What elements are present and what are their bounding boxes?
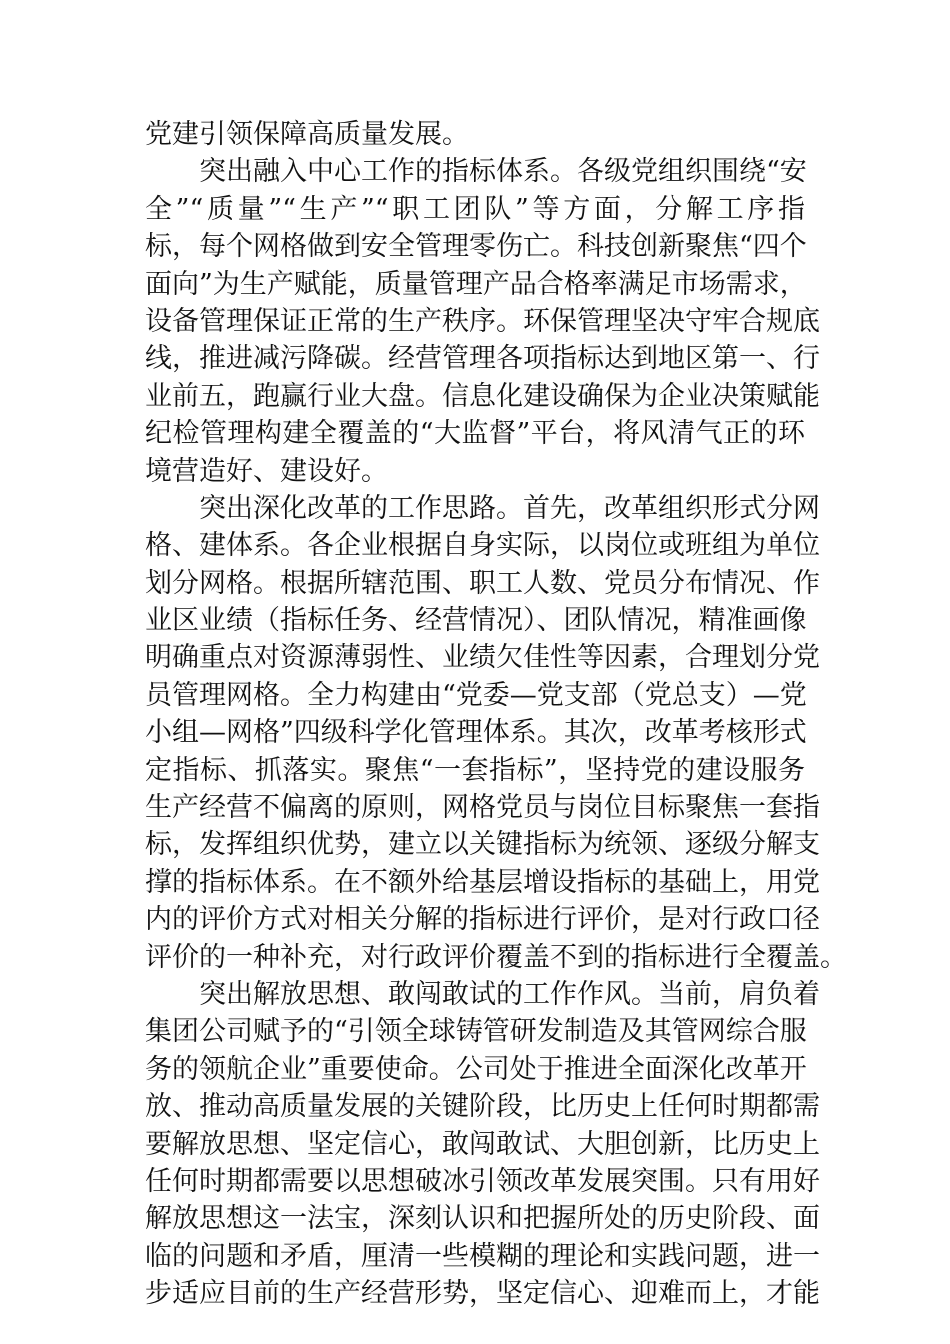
document-body <box>145 116 847 1313</box>
paragraph-line: 划分网格。根据所辖范围、职工人数、党员分布情况、作 <box>145 567 820 599</box>
paragraph-line: 突出融入中心工作的指标体系。各级党组织围绕“安 <box>199 156 807 188</box>
paragraph-line: 标，发挥组织优势，建立以关键指标为统领、逐级分解支 <box>145 829 820 861</box>
paragraph-line: 标，每个网格做到安全管理零伤亡。科技创新聚焦“四个 <box>145 231 807 263</box>
paragraph-line: 纪检管理构建全覆盖的“大监督”平台，将风清气正的环 <box>145 418 805 450</box>
paragraph-line: 全”“质量”“生产”“职工团队”等方面，分解工序指 <box>145 193 805 225</box>
paragraph-line: 务的领航企业”重要使命。公司处于推进全面深化改革开 <box>145 1053 807 1085</box>
paragraph-line: 突出解放思想、敢闯敢试的工作作风。当前，肩负着 <box>199 978 820 1010</box>
paragraph-line: 定指标、抓落实。聚焦“一套指标”，坚持党的建设服务 <box>145 754 805 786</box>
paragraph-line: 内的评价方式对相关分解的指标进行评价，是对行政口径 <box>145 904 820 936</box>
paragraph-line: 设备管理保证正常的生产秩序。环保管理坚决守牢合规底 <box>145 305 820 337</box>
paragraph-line: 党建引领保障高质量发展。 <box>145 119 469 150</box>
paragraph-line: 格、建体系。各企业根据自身实际，以岗位或班组为单位 <box>145 530 820 562</box>
paragraph-line: 小组—网格”四级科学化管理体系。其次，改革考核形式 <box>145 717 807 749</box>
paragraph-line: 员管理网格。全力构建由“党委—党支部（党总支）—党 <box>145 679 807 711</box>
paragraph-line: 明确重点对资源薄弱性、业绩欠佳性等因素，合理划分党 <box>145 642 820 674</box>
paragraph-line: 解放思想这一法宝，深刻认识和把握所处的历史阶段、面 <box>145 1203 820 1235</box>
paragraph-line: 生产经营不偏离的原则，网格党员与岗位目标聚焦一套指 <box>145 792 820 824</box>
paragraph-line: 线，推进减污降碳。经营管理各项指标达到地区第一、行 <box>145 343 820 375</box>
paragraph-line: 面向”为生产赋能，质量管理产品合格率满足市场需求， <box>145 268 807 300</box>
paragraph-line: 放、推动高质量发展的关键阶段，比历史上任何时期都需 <box>145 1091 820 1123</box>
paragraph-line: 业前五，跑赢行业大盘。信息化建设确保为企业决策赋能 <box>145 380 820 412</box>
paragraph-line: 突出深化改革的工作思路。首先，改革组织形式分网 <box>199 492 820 524</box>
paragraph-line: 步适应目前的生产经营形势，坚定信心、迎难而上，才能 <box>145 1278 820 1310</box>
paragraph-line: 评价的一种补充，对行政评价覆盖不到的指标进行全覆盖。 <box>145 941 847 973</box>
paragraph-line: 临的问题和矛盾，厘清一些模糊的理论和实践问题，进一 <box>145 1240 820 1272</box>
paragraph-line: 任何时期都需要以思想破冰引领改革发展突围。只有用好 <box>145 1165 820 1197</box>
paragraph-line: 撑的指标体系。在不额外给基层增设指标的基础上，用党 <box>145 866 820 898</box>
paragraph-line: 业区业绩（指标任务、经营情况）、团队情况，精准画像 <box>145 605 807 637</box>
paragraph-line: 集团公司赋予的“引领全球铸管研发制造及其管网综合服 <box>145 1016 807 1048</box>
paragraph-line: 境营造好、建设好。 <box>145 455 388 487</box>
paragraph-line: 要解放思想、坚定信心，敢闯敢试、大胆创新，比历史上 <box>145 1128 820 1160</box>
